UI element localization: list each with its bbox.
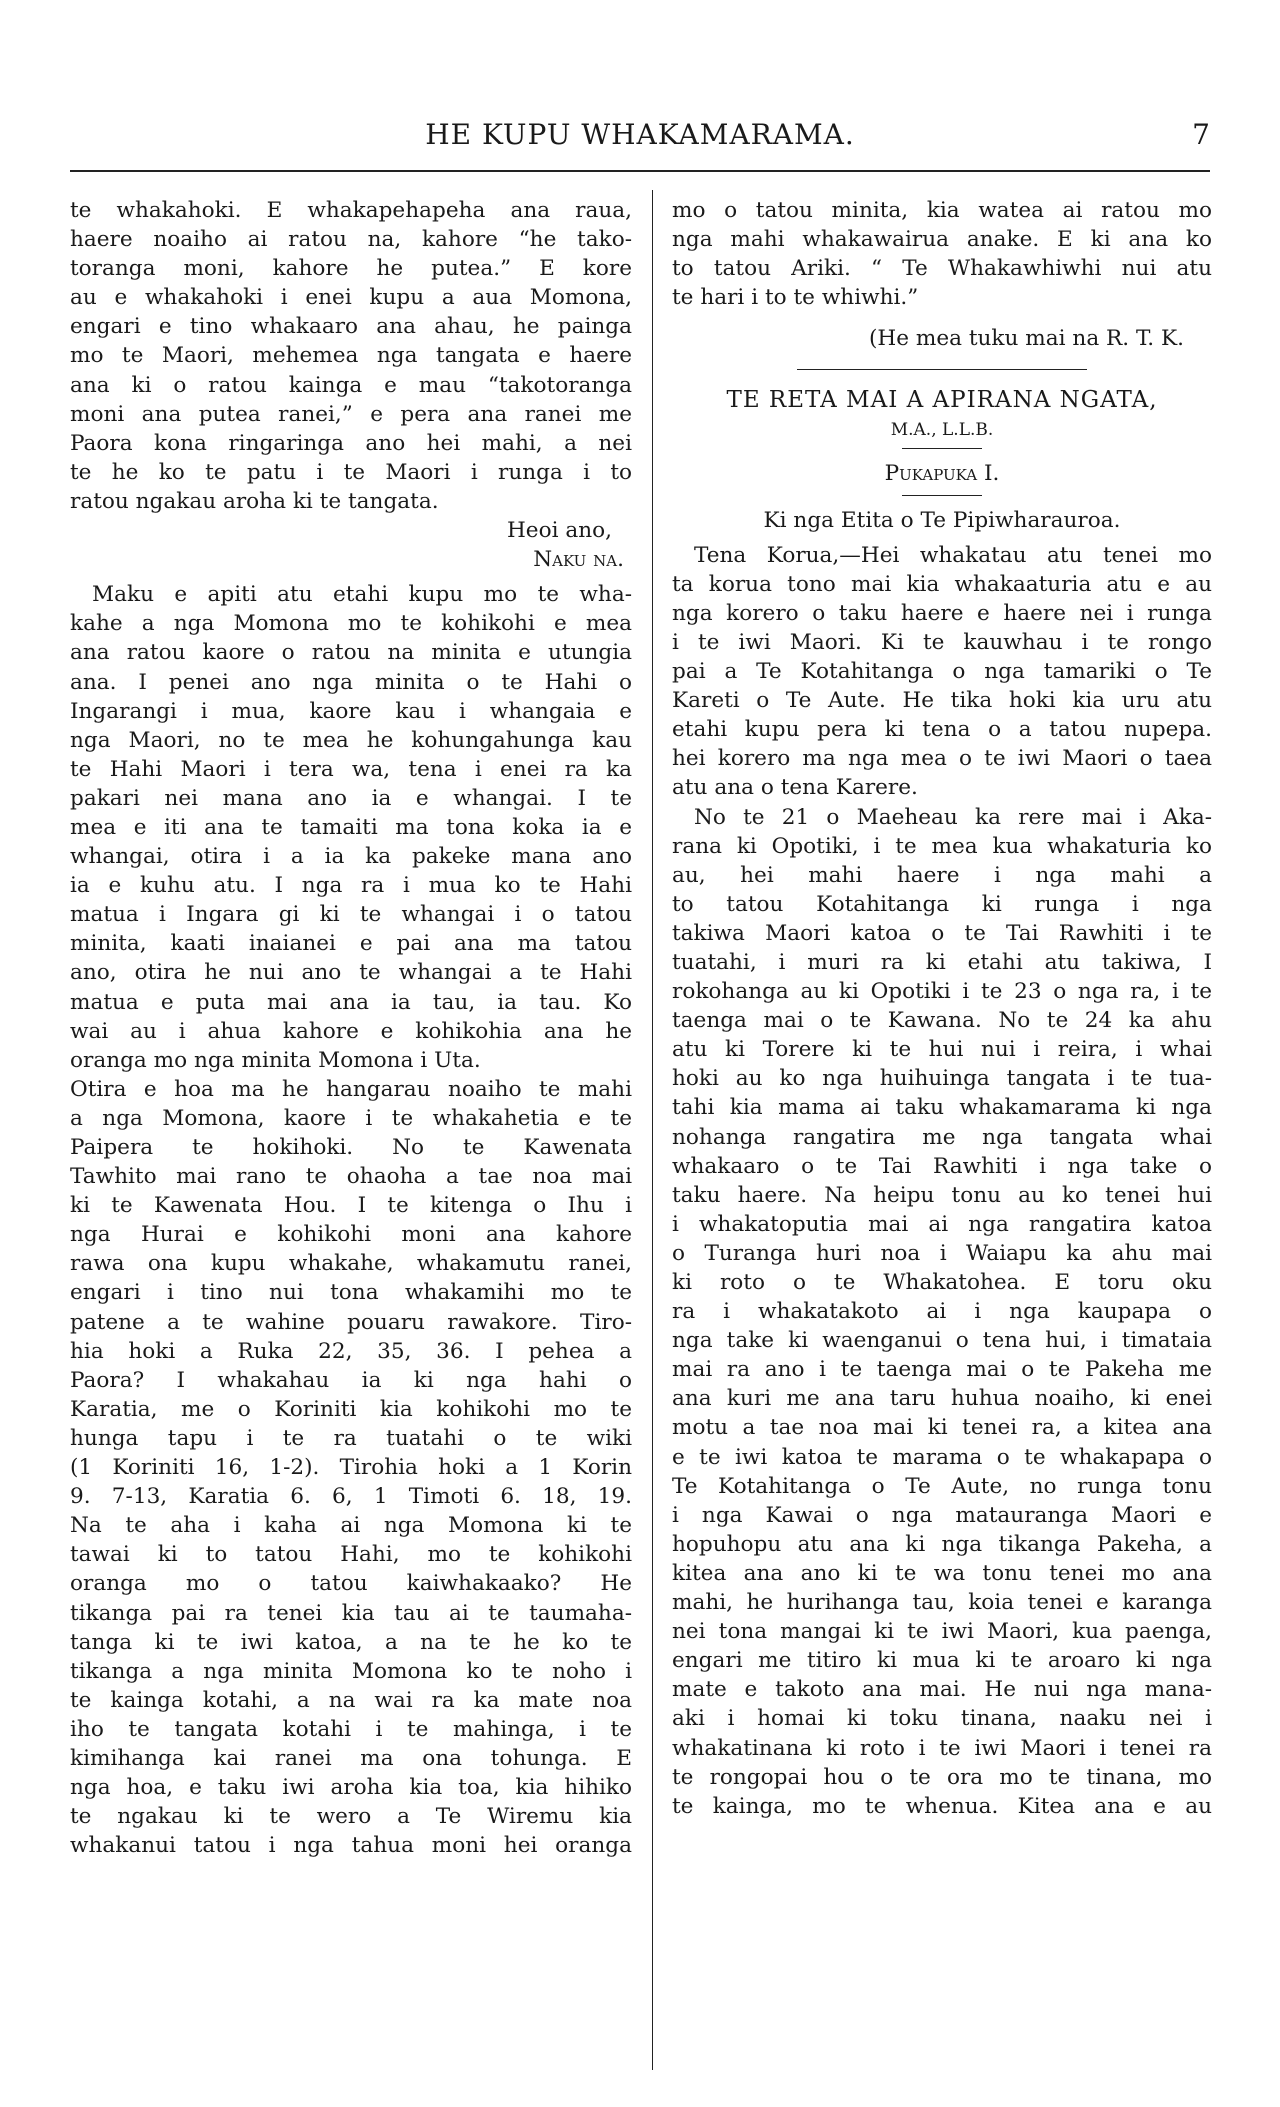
text-line: nga take ki waenganui o tena hui, i timataia (672, 1328, 1212, 1354)
text-line: Ingarangi i mua, kaore kau i whangaia e (70, 698, 632, 724)
text-line: ra i whakatakoto ai i nga kaupapa o (672, 1299, 1212, 1325)
text-line: kitea ana ano ki te wa tonu tenei mo ana (672, 1560, 1212, 1586)
running-head: HE KUPU WHAKAMARAMA. (425, 118, 855, 151)
text-line: patene a te wahine pouaru rawakore. Tiro- (70, 1309, 632, 1335)
text-line: te kainga kotahi, a na wai ra ka mate noa (70, 1687, 632, 1713)
text-line: rokohanga au ki Opotiki i te 23 o nga ra, i te (672, 979, 1212, 1005)
text-line: pai a Te Kotahitanga o nga tamariki o Te (672, 659, 1212, 685)
text-line: Paora? I whakahau ia ki nga hahi o (70, 1367, 632, 1393)
text-line: ana. I penei ano nga minita o te Hahi o (70, 669, 632, 695)
letter-body (672, 541, 1212, 1821)
text-line: te rongopai hou o te ora mo te tinana, mo (672, 1764, 1212, 1790)
text-line: Tawhito mai rano te ohaoha a tae noa mai (70, 1164, 632, 1190)
section-rule (797, 369, 1087, 370)
text-line: mate e takoto ana mai. He nui nga mana- (672, 1677, 1212, 1703)
text-line: ana ratou kaore o ratou na minita e utungia (70, 640, 632, 666)
text-line: engari e tino whakaaro ana ahau, he painga (70, 314, 632, 340)
text-line: Otira e hoa ma he hangarau noaiho te mahi (70, 1076, 632, 1102)
text-line: matua i Ingara gi ki te whangai i o tatou (70, 902, 632, 928)
text-line: motu a tae noa mai ki tenei ra, a kitea ana (672, 1415, 1212, 1441)
left-paragraph-2 (70, 580, 632, 1860)
text-line: ana ki o ratou kainga e mau “takotoranga (70, 372, 632, 398)
text-line: hei korero ma nga mea o te iwi Maori o taea (672, 746, 1212, 772)
text-line: No te 21 o Maeheau ka rere mai i Aka- (694, 804, 1212, 830)
text-line: pakari nei mana ano ia e whangai. I te (70, 785, 632, 811)
text-line: tahi kia mama ai taku whakamarama ki nga (672, 1095, 1212, 1121)
text-line: engari i tino nui tona whakamihi mo te (70, 1280, 632, 1306)
text-line: te he ko te patu i te Maori i runga i to (70, 459, 632, 485)
text-line: nga Maori, no te mea he kohungahunga kau (70, 727, 632, 753)
text-line: i nga Kawai o nga matauranga Maori e (672, 1502, 1212, 1528)
text-line: hopuhopu atu ana ki nga tikanga Pakeha, a (672, 1531, 1212, 1557)
text-line: Kareti o Te Aute. He tika hoki kia uru atu (672, 688, 1212, 714)
page-number: 7 (1192, 118, 1210, 151)
text-line: whangai, otira i a ia ka pakeke mana ano (70, 844, 632, 870)
right-column (672, 196, 1212, 1821)
text-line: hoki au ko nga huihuinga tangata i te tua- (672, 1066, 1212, 1092)
text-line: au, hei mahi haere i nga mahi a (672, 862, 1212, 888)
text-line: 9. 7-13, Karatia 6. 6, 1 Timoti 6. 18, 19. (70, 1484, 632, 1510)
text-line: atu ki Torere ki te hui nui i reira, i whai (672, 1037, 1212, 1063)
text-line: Tena Korua,—Hei whakatau atu tenei mo (694, 542, 1212, 568)
text-line: ta korua tono mai kia whakaaturia atu e au (672, 571, 1212, 597)
signature: Naku na. (533, 547, 624, 573)
left-paragraph-1 (70, 196, 632, 516)
text-line: whakatinana ki roto i te iwi Maori i tenei ra (672, 1735, 1212, 1761)
text-line: a nga Momona, kaore i te whakahetia e te (70, 1105, 632, 1131)
text-line: te Hahi Maori i tera wa, tena i enei ra ka (70, 756, 632, 782)
text-line: tanga ki te iwi katoa, a na te he ko te (70, 1629, 632, 1655)
text-line: e te iwi katoa te marama o te whakapapa o (672, 1444, 1212, 1470)
text-line: te hari i to te whiwhi.” (672, 285, 919, 311)
text-line: hunga tapu i te ra tuatahi o te wiki (70, 1425, 632, 1451)
text-line: iho te tangata kotahi i te mahinga, i te (70, 1716, 632, 1742)
text-line: nga Hurai e kohikohi moni ana kahore (70, 1222, 632, 1248)
text-line: i te iwi Maori. Ki te kauwhau i te rongo (672, 629, 1212, 655)
text-line: taenga mai o te Kawana. No te 24 ka ahu (672, 1008, 1212, 1034)
text-line: atu ana o tena Karere. (672, 775, 918, 801)
text-line: ki te Kawenata Hou. I te kitenga o Ihu i (70, 1193, 632, 1219)
text-line: Paora kona ringaringa ano hei mahi, a nei (70, 430, 632, 456)
text-line: i whakatoputia mai ai nga rangatira katoa (672, 1211, 1212, 1237)
text-line: te ngakau ki te wero a Te Wiremu kia (70, 1804, 632, 1830)
text-line: oranga mo nga minita Momona i Uta. (70, 1047, 481, 1073)
text-line: matua e puta mai ana ia tau, ia tau. Ko (70, 989, 632, 1015)
text-line: nohanga rangatira me nga tangata whai (672, 1124, 1212, 1150)
text-line: Na te aha i kaha ai nga Momona ki te (70, 1513, 632, 1539)
text-line: rawa ona kupu whakahe, whakamutu ranei, (70, 1251, 632, 1277)
text-line: nga mahi whakawairua anake. E ki ana ko (672, 227, 1212, 253)
divider-rule (902, 495, 982, 496)
attribution: (He mea tuku mai na R. T. K. (868, 326, 1184, 352)
text-line: au e whakahoki i enei kupu a aua Momona, (70, 285, 632, 311)
text-line: toranga moni, kahore he putea.” E kore (70, 256, 632, 282)
text-line: nga korero o taku haere e haere nei i runga (672, 600, 1212, 626)
page-header (70, 118, 1210, 162)
left-column (70, 196, 632, 1860)
text-line: te whakahoki. E whakapehapeha ana raua, (70, 198, 632, 223)
text-line: moni ana putea ranei,” e pera ana ranei me (70, 401, 632, 427)
text-line: to tatou Kotahitanga ki runga i nga (672, 891, 1212, 917)
text-line: ratou ngakau aroha ki te tangata. (70, 488, 439, 514)
addressee: Ki nga Etita o Te Pipiwharauroa. (763, 507, 1121, 533)
text-line: minita, kaati inaianei e pai ana ma tatou (70, 931, 632, 957)
section-heading: Pukapuka I. (884, 461, 1000, 487)
text-line: kimihanga kai ranei ma ona tohunga. E (70, 1745, 632, 1771)
text-line: to tatou Ariki. “ Te Whakawhiwhi nui atu (672, 256, 1212, 282)
text-line: kahe a nga Momona mo te kohikohi e mea (70, 611, 632, 637)
text-line: wai au i ahua kahore e kohikohia ana he (70, 1018, 632, 1044)
sign-off: Heoi ano, (506, 518, 612, 544)
text-line: takiwa Maori katoa o te Tai Rawhiti i te (672, 920, 1212, 946)
text-line: Karatia, me o Koriniti kia kohikohi mo te (70, 1396, 632, 1422)
text-line: Maku e apiti atu etahi kupu mo te wha- (92, 582, 632, 608)
text-line: tikanga pai ra tenei kia tau ai te taumaha- (70, 1600, 632, 1626)
text-line: mai ra ano i te taenga mai o te Pakeha me (672, 1357, 1212, 1383)
text-line: o Turanga huri noa i Waiapu ka ahu mai (672, 1240, 1212, 1266)
text-line: whakaaro o te Tai Rawhiti i nga take o (672, 1153, 1212, 1179)
header-rule (70, 170, 1210, 172)
text-line: mo te Maori, mehemea nga tangata e haere (70, 343, 632, 369)
text-line: engari me titiro ki mua ki te aroaro ki nga (672, 1648, 1212, 1674)
text-line: nei tona mangai ki te iwi Maori, kua paenga, (672, 1619, 1212, 1645)
text-line: taku haere. Na heipu tonu au ko tenei hui (672, 1182, 1212, 1208)
text-line: tikanga a nga minita Momona ko te noho i (70, 1658, 632, 1684)
divider-rule (902, 448, 982, 449)
text-line: ana kuri me ana taru huhua noaiho, ki enei (672, 1386, 1212, 1412)
text-line: rana ki Opotiki, i te mea kua whakaturia ko (672, 833, 1212, 859)
text-line: whakanui tatou i nga tahua moni hei oranga (70, 1833, 632, 1859)
text-line: aki i homai ki toku tinana, naaku nei i (672, 1706, 1212, 1732)
text-line: (1 Koriniti 16, 1-2). Tirohia hoki a 1 Korin (70, 1455, 632, 1481)
text-line: etahi kupu pera ki tena o a tatou nupepa. (672, 717, 1212, 743)
letter-title: TE RETA MAI A APIRANA NGATA, (726, 387, 1158, 414)
text-line: ia e kuhu atu. I nga ra i mua ko te Hahi (70, 873, 632, 899)
text-line: Paipera te hokihoki. No te Kawenata (70, 1135, 632, 1160)
text-line: Te Kotahitanga o Te Aute, no runga tonu (672, 1473, 1212, 1499)
column-divider (652, 190, 653, 2070)
text-line: oranga mo o tatou kaiwhakaako? He (70, 1571, 632, 1597)
text-line: ki roto o te Whakatohea. E toru oku (672, 1270, 1212, 1295)
text-line: haere noaiho ai ratou na, kahore “he tako- (70, 227, 632, 253)
text-line: mea e iti ana te tamaiti ma tona koka ia e (70, 814, 632, 840)
text-line: hia hoki a Ruka 22, 35, 36. I pehea a (70, 1338, 632, 1364)
text-line: nga hoa, e taku iwi aroha kia toa, kia hihiko (70, 1775, 632, 1801)
text-line: mo o tatou minita, kia watea ai ratou mo (672, 198, 1212, 223)
text-line: mahi, he hurihanga tau, koia tenei e karanga (672, 1590, 1212, 1616)
text-line: ano, otira he nui ano te whangai a te Hahi (70, 960, 632, 986)
right-paragraph-1 (672, 196, 1212, 312)
text-line: te kainga, mo te whenua. Kitea ana e au (672, 1793, 1212, 1819)
text-line: tawai ki to tatou Hahi, mo te kohikohi (70, 1542, 632, 1568)
letter-degrees: M.A., L.L.B. (890, 420, 994, 441)
text-line: tuatahi, i muri ra ki etahi atu takiwa, I (672, 949, 1212, 975)
